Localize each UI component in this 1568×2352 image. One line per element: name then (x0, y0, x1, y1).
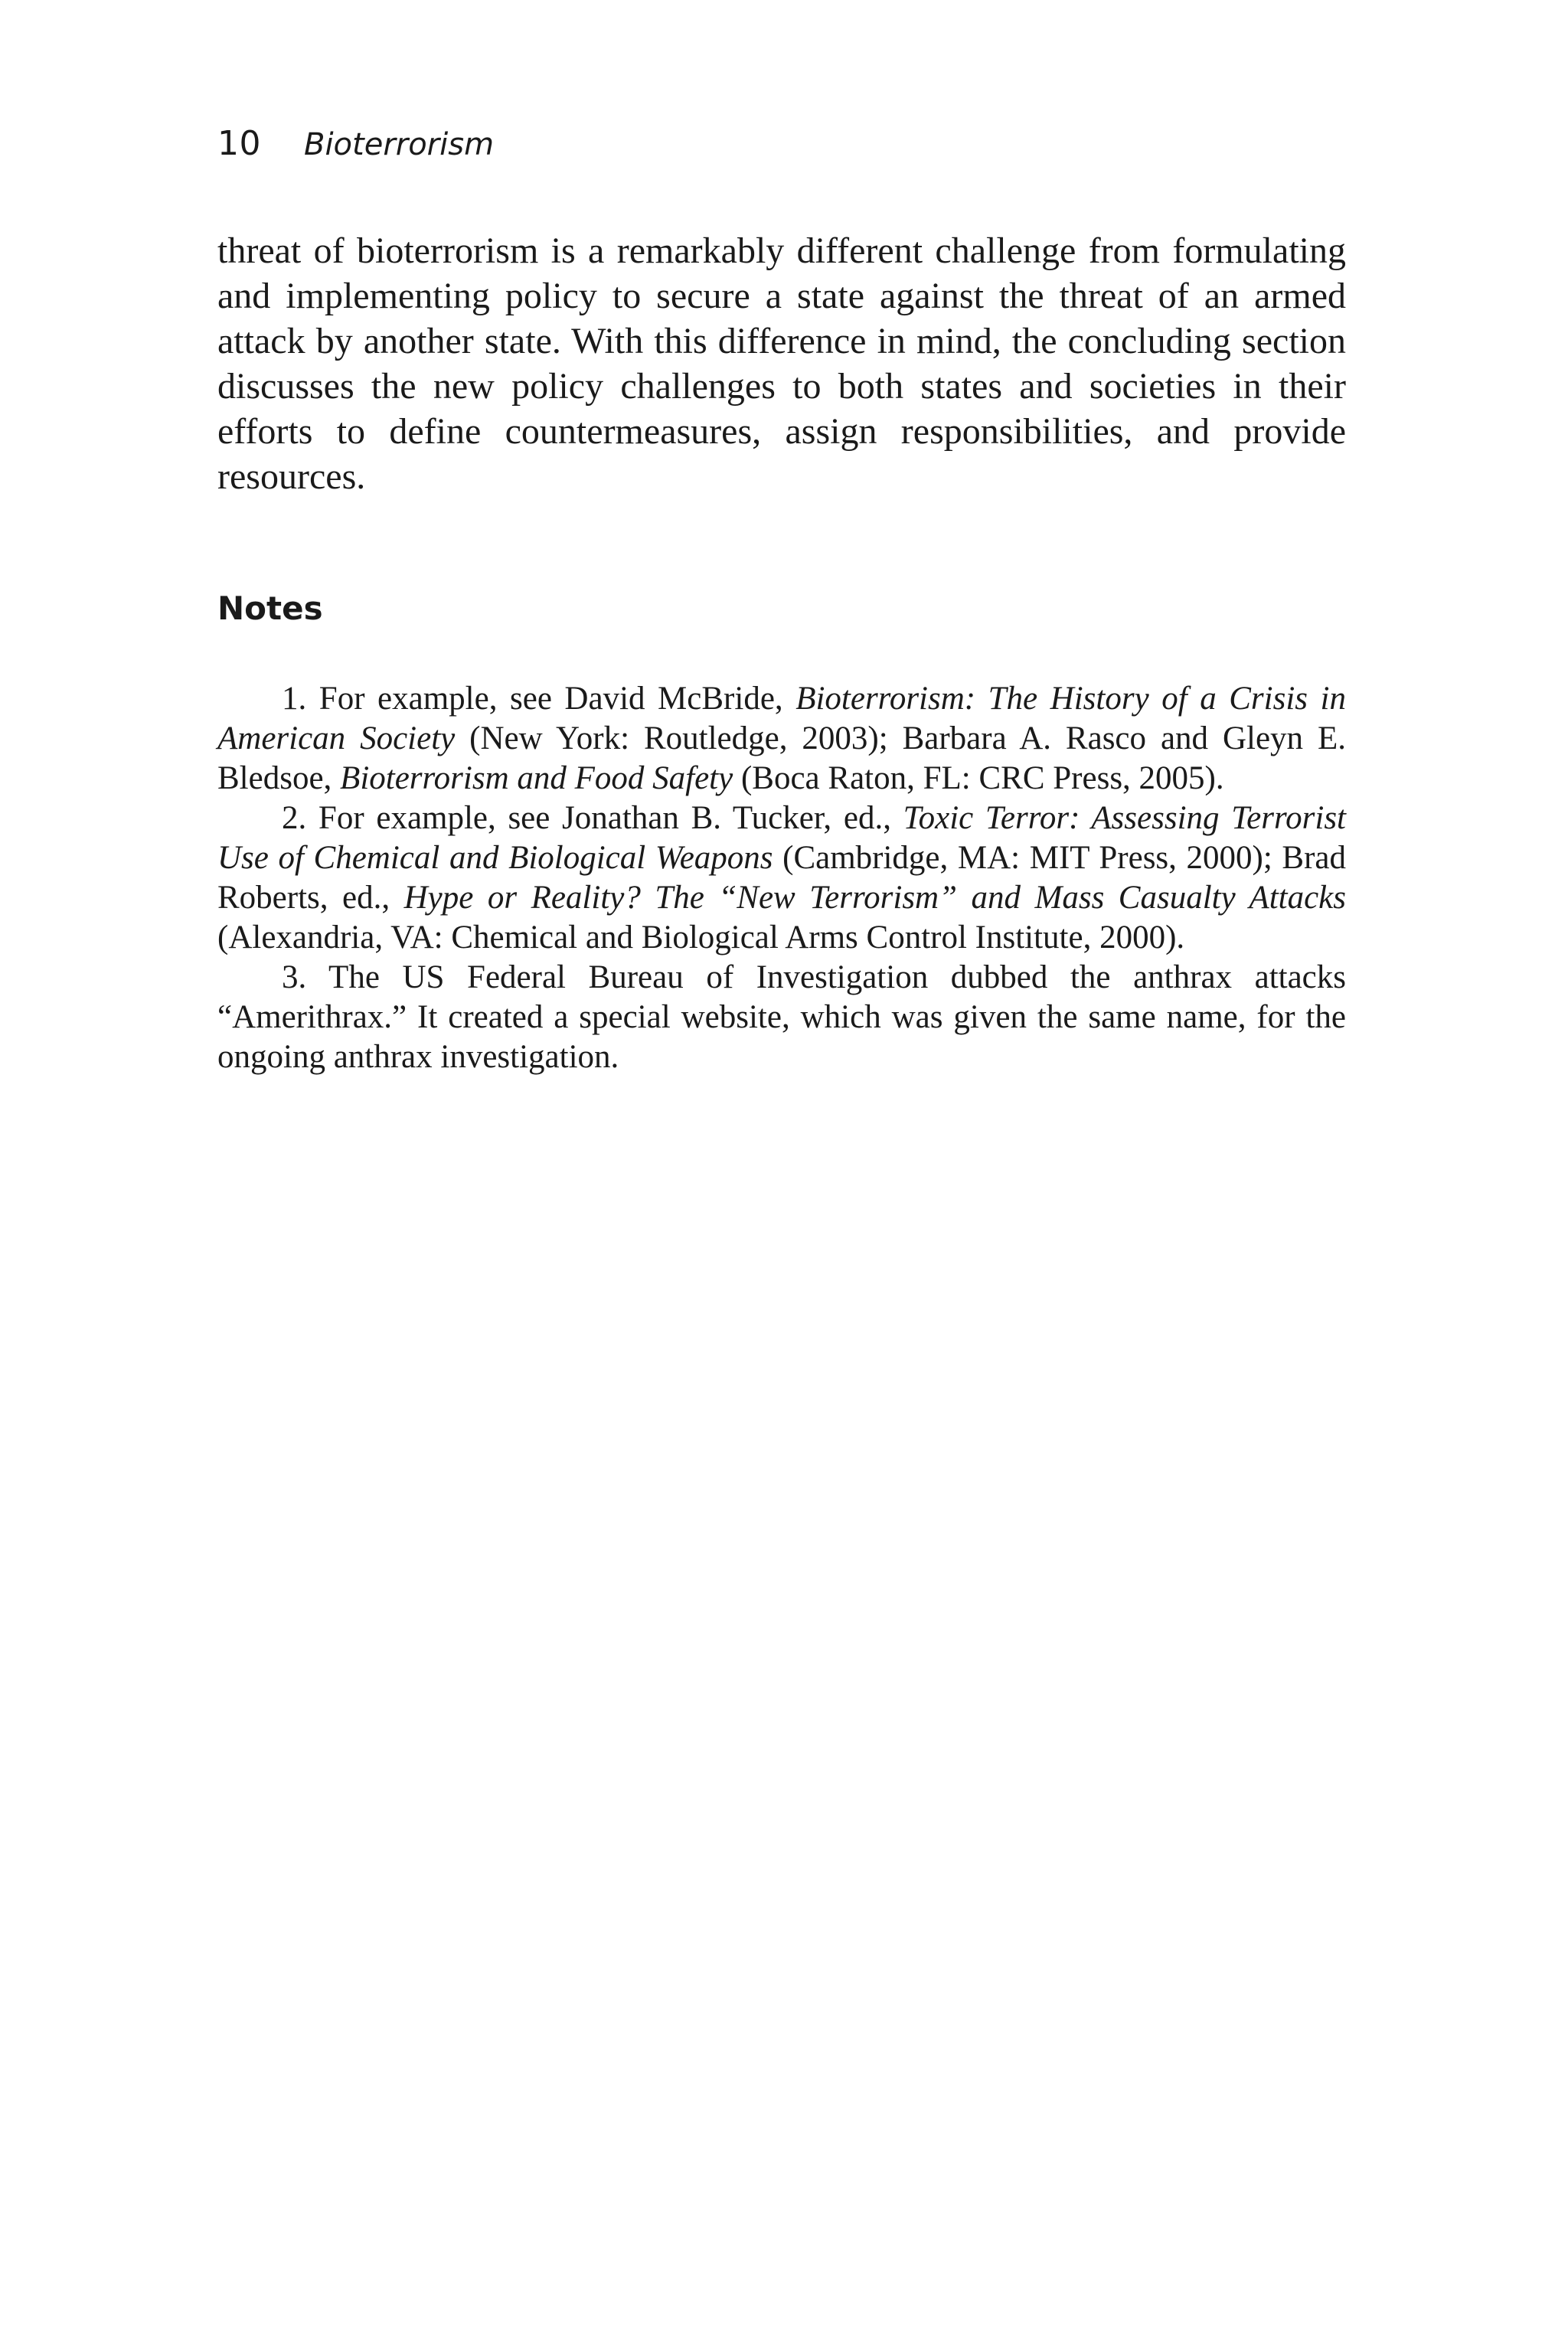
note-item (217, 958, 1346, 1077)
note-item (217, 799, 1346, 958)
note-text: 2. For example, see Jonathan B. Tucker, ed., (282, 800, 903, 836)
note-text: (New York: Routledge, 2003); Barbara A. Rasco and Gleyn E. Bledsoe, (217, 720, 1346, 796)
note-text: 1. For example, see David McBride, (282, 681, 796, 717)
note-title-italic: Bioterrorism: The History of a Crisis in American Society (217, 681, 1346, 756)
running-head (217, 124, 494, 170)
running-title: Bioterrorism (304, 127, 495, 162)
notes-heading: Notes (217, 590, 323, 627)
note-title-italic: Hype or Reality? The “New Terrorism” and Mass Casualty Attacks (403, 880, 1346, 916)
body-paragraph: threat of bioterrorism is a remarkably different challenge from formulating and implementing policy to secure a state against the threat of an armed attack by another state. With this difference in mind, the concluding section discusses the new policy challenges to both states and societies in their efforts to define countermeasures, assign responsibilities, and provide resources. (217, 230, 1346, 497)
note-item (217, 679, 1346, 799)
note-title-italic: Bioterrorism and Food Safety (340, 760, 733, 796)
note-text: 3. The US Federal Bureau of Investigation dubbed the anthrax attacks “Amerithrax.” It created a special website, which was given the same name, for the ongoing anthrax investigation. (217, 959, 1346, 1075)
note-text: (Cambridge, MA: MIT Press, 2000); Brad Roberts, ed., (217, 840, 1346, 916)
note-text: (Boca Raton, FL: CRC Press, 2005). (733, 760, 1224, 796)
note-title-italic: Toxic Terror: Assessing Terrorist Use of Chemical and Biological Weapons (217, 800, 1347, 876)
note-text: (Alexandria, VA: Chemical and Biological Arms Control Institute, 2000). (217, 920, 1185, 956)
page-number: 10 (217, 124, 261, 163)
notes-list (217, 679, 1346, 1077)
